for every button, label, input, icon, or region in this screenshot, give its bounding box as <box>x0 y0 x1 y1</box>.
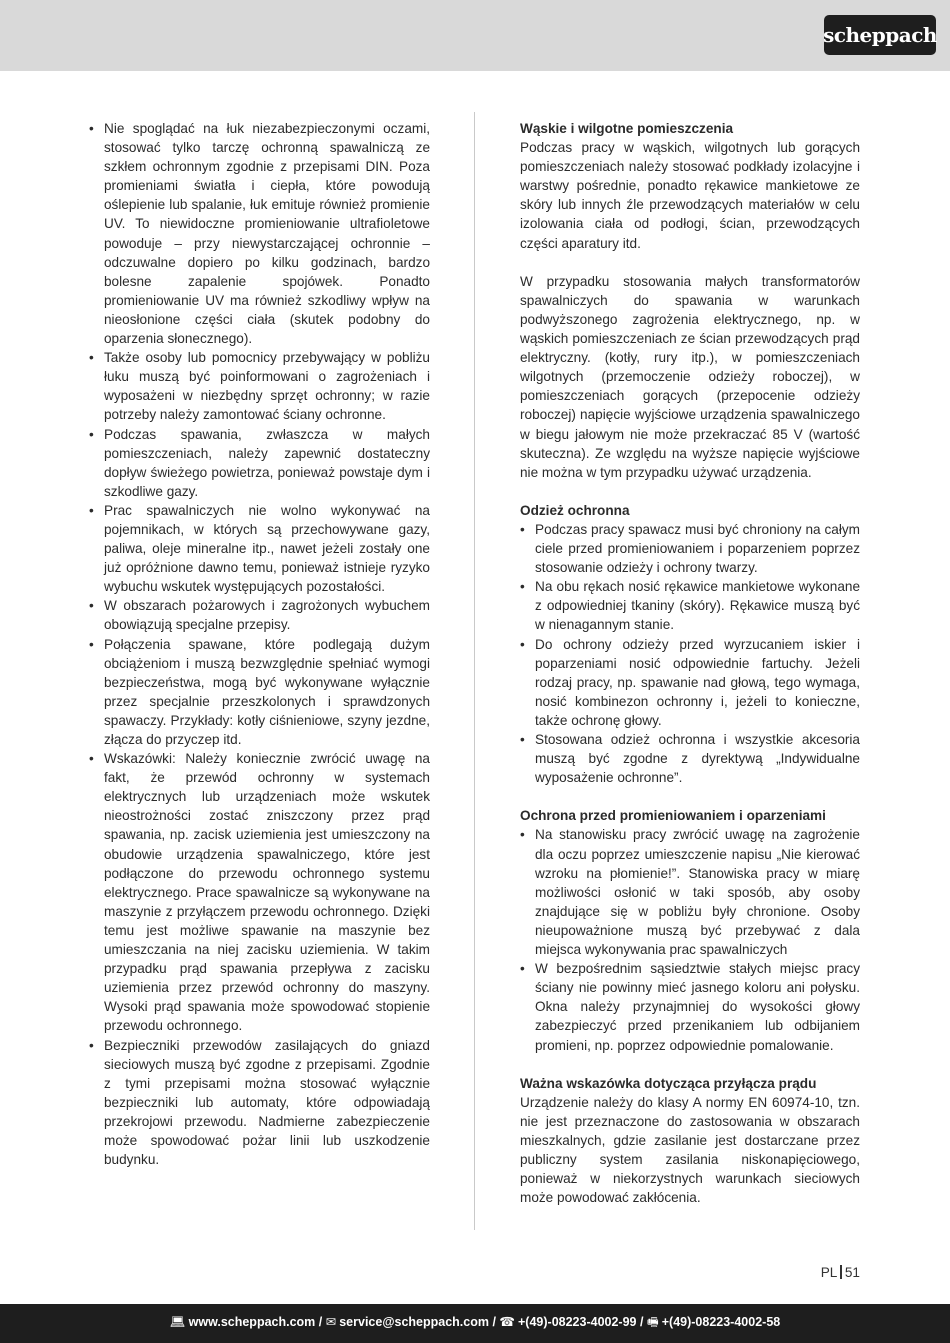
section-heading-protective-clothing: Odzież ochronna <box>520 502 630 518</box>
section-heading-narrow-rooms: Wąskie i wilgotne pomieszczenia <box>520 121 734 136</box>
list-item: • W obszarach pożarowych i zagrożonych wybuchem obowiązują specjalne przepisy. <box>89 596 430 634</box>
page-language: PL <box>820 1265 838 1280</box>
list-item: • W bezpośrednim sąsiedztwie stałych miejsc pracy ściany nie powinny mieć jasnego koloru ani połysku. Okna należy przynajmniej do wysokości głowy zabezpieczyć przed przenikaniem lub odbijaniem promieni, np. poprzez odpowiednie pomalowanie. <box>520 959 860 1054</box>
list-item: • Bezpieczniki przewodów zasilających do gniazd sieciowych muszą być zgodne z przepisami. Zgodnie z tymi przepisami można stosować wyłącznie bezpieczniki lub automaty, które odpowiadają przekrojowi przewodu. Nadmierne zabezpieczenie może spowodować pożar linii lub uszkodzenie budynku. <box>89 1036 430 1170</box>
page-number-value: 51 <box>844 1265 860 1280</box>
protective-clothing-list <box>520 520 860 787</box>
footer-contact <box>170 1313 780 1334</box>
spacer <box>520 1055 860 1074</box>
column-divider <box>474 112 475 1230</box>
left-bullet-list <box>89 119 430 1169</box>
list-item: • Na obu rękach nosić rękawice mankietowe wykonane z odpowiedniej tkaniny (skóry). Rękawice muszą być w nienagannym stanie. <box>520 577 860 634</box>
spacer <box>520 482 860 501</box>
list-item: • Podczas pracy spawacz musi być chroniony na całym ciele przed promieniowaniem i poparzeniem poprzez stosowanie odzieży i ochrony twarzy. <box>520 520 860 577</box>
footer-bar <box>0 1304 950 1343</box>
right-column <box>520 119 860 1207</box>
brand-logo <box>824 15 936 55</box>
footer-phone: +(49)-08223-4002-99 / <box>518 1315 644 1329</box>
footer-fax: +(49)-08223-4002-58 <box>661 1315 781 1329</box>
section-heading-radiation-protection: Ochrona przed promieniowaniem i oparzeniami <box>520 808 826 824</box>
page-separator <box>840 1265 842 1279</box>
list-item: • Także osoby lub pomocnicy przebywający w pobliżu łuku muszą być poinformowani o zagrożeniach i wyposażeni w niezbędny sprzęt ochronny; w razie potrzeby należy zamontować ściany ochronne. <box>89 348 430 424</box>
list-item: • Podczas spawania, zwłaszcza w małych pomieszczeniach, należy zapewnić dostateczny dopływ świeżego powietrza, ponieważ powstaje dym i szkodliwe gazy. <box>89 425 430 501</box>
list-item: • Do ochrony odzieży przed wyrzucaniem iskier i poparzeniami nosić odpowiednie fartuchy. Jeżeli rodzaj pracy, np. spawanie nad głową, tego wymaga, nosić kombinezon ochronny i, jeżeli to konieczne, także ochronę głowy. <box>520 635 860 730</box>
section-heading-power-connection: Ważna wskazówka dotycząca przyłącza prądu <box>520 1075 817 1091</box>
spacer <box>520 253 860 272</box>
list-item: • Stosowana odzież ochronna i wszystkie akcesoria muszą być zgodne z dyrektywą „Indywidualne wyposażenie ochronne”. <box>520 730 860 787</box>
footer-website-link[interactable]: www.scheppach.com / <box>188 1315 323 1329</box>
email-icon: ✉︎ <box>325 1315 337 1329</box>
radiation-protection-list <box>520 825 860 1054</box>
spacer <box>520 787 860 806</box>
list-item: • Na stanowisku pracy zwrócić uwagę na zagrożenie dla oczu poprzez umieszczenie napisu „Nie kierować wzroku na płomienie!”. Stanowiska pracy w miarę możliwości osłonić w taki sposób, aby osoby znajdujące się w pobliżu były chronione. Osoby nieupoważnione muszą być przebywać z dala miejsca wykonywania prac spawalniczych <box>520 825 860 959</box>
list-item: • Prac spawalniczych nie wolno wykonywać na pojemnikach, w których są przechowywane gazy, paliwa, oleje mineralne itp., nawet jeżeli zostały one już opróżnione dawno temu, ponieważ istnieje ryzyko wybuchu wskutek występujących pozostałości. <box>89 501 430 596</box>
fax-icon: 🖷︎ <box>646 1315 659 1329</box>
section-paragraph: Urządzenie należy do klasy A normy EN 60974-10, tzn. nie jest przeznaczone do zastosowania w obszarach mieszkalnych, gdzie zasilanie jest dostarczane przez publiczny system zasilania niskonapięciowego, ponieważ w niekorzystnych warunkach sieciowych może powodować zakłócenia. <box>520 1094 860 1206</box>
section-paragraph: Podczas pracy w wąskich, wilgotnych lub gorących pomieszczeniach należy stosować podkłady izolacyjne i warstwy pośrednie, ponadto rękawice mankietowe ze skóry lub innych źle przewodzących materiałów w celu izolowania ciała od podłogi, ścian, przewodzących części aparatury itd. <box>520 140 860 251</box>
section-paragraph: W przypadku stosowania małych transformatorów spawalniczych do spawania w warunkach podwyższonego zagrożenia elektrycznego, np. w wąskich pomieszczeniach ze ścian przewodzących prąd elektryczny. (kotły, rury itp.), w pomieszczeniach wilgotnych (przemoczenie odzieży roboczej), w pomieszczeniach gorących (przepocenie odzieży roboczej) napięcie wyjściowe urządzenia spawalniczego w biegu jałowym nie może przekraczać 85 V (wartość skuteczna). Ze względu na wyższe napięcie wyjściowe nie można w tym przypadku używać urządzenia. <box>520 273 860 480</box>
laptop-icon: 💻︎ <box>169 1315 186 1329</box>
list-item: • Wskazówki: Należy koniecznie zwrócić uwagę na fakt, że przewód ochronny w systemach elektrycznych lub urządzeniach może wskutek nieostrożności zostać zniszczony przez prąd spawania, np. zacisk uziemienia jest umieszczony na obudowie urządzenia spawalniczego, które jest podłączone do przewodu ochronnego systemu elektrycznego. Prace spawalnicze są wykonywane na maszynie z przyłączem przewodu ochronnego. Dzięki temu jest możliwe spawanie na maszynie bez umieszczania na niej zacisku uziemienia. W takim przypadku prąd spawania przepływa z zacisku uziemienia przez przewód ochronny do maszyny. Wysoki prąd spawania może spowodować stopienie przewodu ochronnego. <box>89 749 430 1035</box>
phone-icon: ☎︎ <box>499 1315 515 1329</box>
list-item: • Połączenia spawane, które podlegają dużym obciążeniom i muszą bezwzględnie spełniać wymogi bezpieczeństwa, mogą być wykonywane wyłącznie przez specjalnie przeszkolonych i sprawdzonych spawaczy. Przykłady: kotły ciśnieniowe, szyny jezdne, złącza do przyczep itd. <box>89 635 430 750</box>
page-number <box>800 1265 860 1280</box>
header-bar <box>0 0 950 71</box>
left-column <box>89 119 430 1169</box>
list-item: • Nie spoglądać na łuk niezabezpieczonymi oczami, stosować tylko tarczę ochronną spawalniczą ze szkłem ochronnym zgodnie z przepisami DIN. Poza promieniami światła i ciepła, które powodują oślepienie lub spalanie, łuk emituje również promienie UV. To niewidoczne promieniowanie ultrafioletowe powoduje – przy niewystarczającej ochronnie – odczuwalne dopiero po kilku godzinach, bardzo bolesne zapalenie spojówek. Ponadto promieniowanie UV ma również szkodliwy wpływ na nieosłonione części ciała (skutek podobny do oparzenia słonecznego). <box>89 119 430 348</box>
footer-email-link[interactable]: service@scheppach.com / <box>339 1315 496 1329</box>
logo-text: scheppach <box>823 23 937 47</box>
